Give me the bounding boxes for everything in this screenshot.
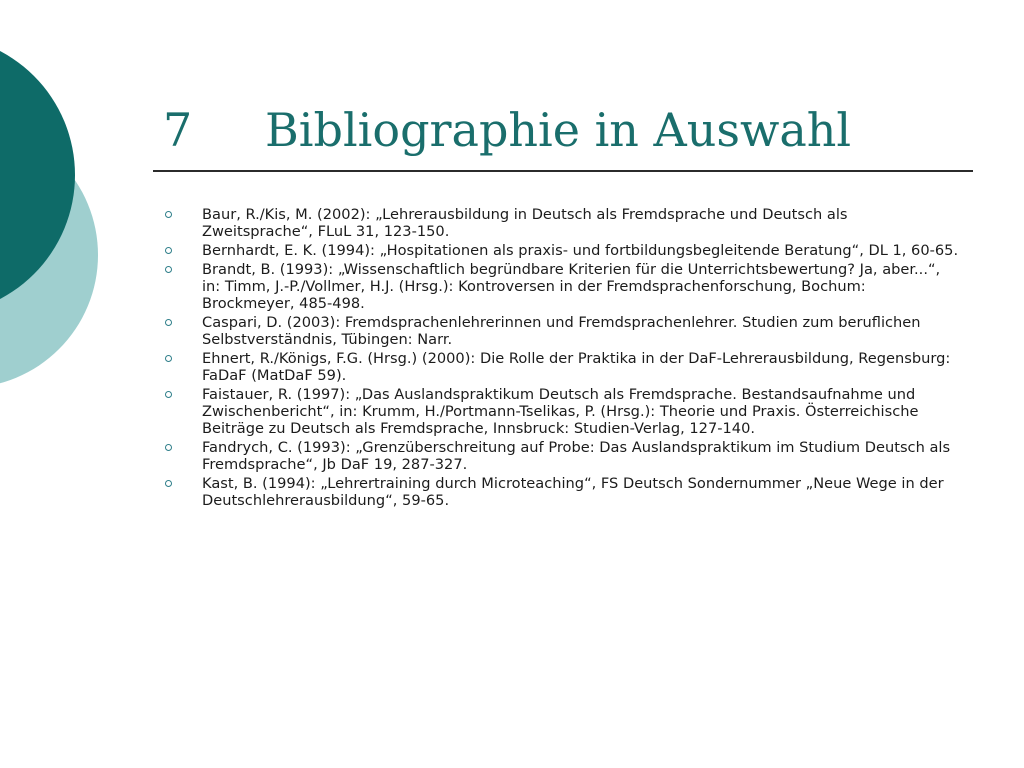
bibliography-entry [160,261,960,312]
bibliography-entry [160,242,960,259]
bibliography-entry [160,386,960,437]
entry-text: Kast, B. (1994): „Lehrertraining durch Microteaching“, FS Deutsch Sondernummer „Neue Wege in der Deutschlehrerausbildung“, 59-65. [202,475,944,509]
bibliography-list [160,206,960,511]
bullet-icon [165,391,172,398]
bibliography-entry [160,206,960,240]
title-underline [153,170,973,172]
bibliography-entry [160,439,960,473]
entry-text: Baur, R./Kis, M. (2002): „Lehrerausbildung in Deutsch als Fremdsprache und Deutsch als Zweitsprache“, FLuL 31, 123-150. [202,206,848,240]
bullet-icon [165,247,172,254]
title-number: 7 [163,103,193,157]
entry-text: Bernhardt, E. K. (1994): „Hospitationen als praxis- und fortbildungsbegleitende Beratung“, DL 1, 60-65. [202,242,959,259]
title-text: Bibliographie in Auswahl [265,103,852,157]
entry-text: Caspari, D. (2003): Fremdsprachenlehrerinnen und Fremdsprachenlehrer. Studien zum beruflichen Selbstverständnis, Tübingen: Narr. [202,314,921,348]
decorative-circles [0,0,140,420]
bullet-icon [165,319,172,326]
bullet-icon [165,211,172,218]
bullet-icon [165,266,172,273]
entry-text: Ehnert, R./Königs, F.G. (Hrsg.) (2000): Die Rolle der Praktika in der DaF-Lehrerausbildung, Regensburg: FaDaF (MatDaF 59). [202,350,951,384]
bibliography-entry [160,350,960,384]
entry-text: Brandt, B. (1993): „Wissenschaftlich begründbare Kriterien für die Unterrichtsbewertung? Ja, aber...“, in: Timm, J.-P./Vollmer, H.J. (Hrsg.): Kontroversen in der Fremdsprachenforschung, Bochum: Brockmeyer, 485-498. [202,261,941,312]
page-title [163,98,851,162]
bibliography-entry [160,314,960,348]
bullet-icon [165,355,172,362]
bullet-icon [165,480,172,487]
entry-text: Faistauer, R. (1997): „Das Auslandspraktikum Deutsch als Fremdsprache. Bestandsaufnahme und Zwischenbericht“, in: Krumm, H./Portmann-Tselikas, P. (Hrsg.): Theorie und Praxis. Österreichische Beiträge zu Deutsch als Fremdsprache, Innsbruck: Studien-Verlag, 127-140. [202,386,919,437]
bullet-icon [165,444,172,451]
entry-text: Fandrych, C. (1993): „Grenzüberschreitung auf Probe: Das Auslandspraktikum im Studium Deutsch als Fremdsprache“, Jb DaF 19, 287-327. [202,439,951,473]
bibliography-entry [160,475,960,509]
